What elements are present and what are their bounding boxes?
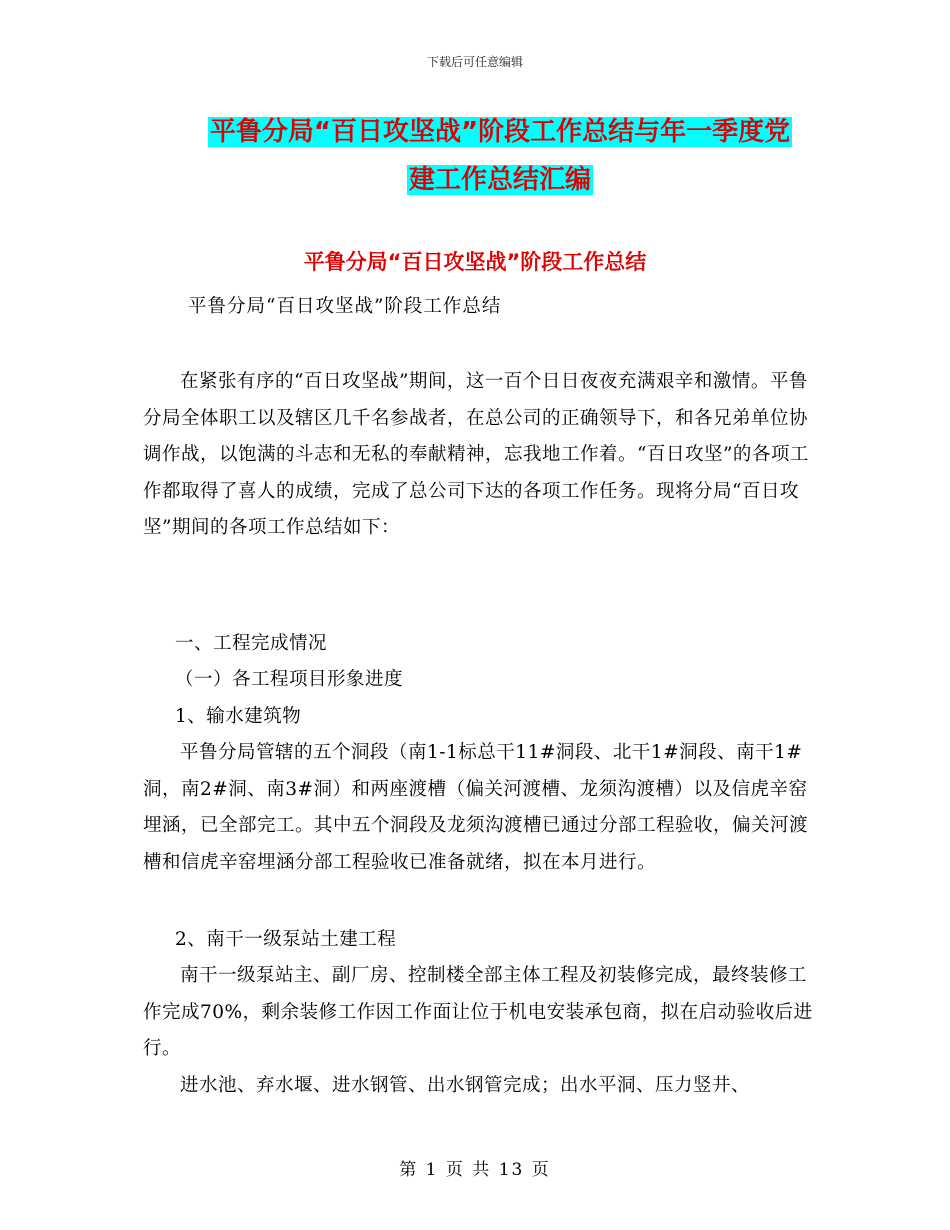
intro-paragraph: 在紧张有序的“百日攻坚战”期间，这一百个日日夜夜充满艰辛和激情。平鲁分局全体职工以及辖区几千名参战者，在总公司的正确领导下，和各兄弟单位协调作战，以饱满的斗志和无私的奉献精神，忘我地工作着。“百日攻坚”的各项工作都取得了喜人的成绩，完成了总公司下达的各项工作任务。现将分局“百日攻坚”期间的各项工作总结如下： — [143, 371, 809, 538]
title-line-2: 建工作总结汇编 — [408, 165, 591, 195]
title-line-1: 平鲁分局“百日攻坚战”阶段工作总结与年一季度党 — [209, 117, 791, 147]
section-heading: 平鲁分局“百日攻坚战”阶段工作总结 — [303, 250, 647, 274]
item-2-heading: 2、南干一级泵站土建工程 — [175, 929, 397, 950]
item-1-paragraph: 平鲁分局管辖的五个洞段（南1-1标总干11#洞段、北干1#洞段、南干1#洞，南2#洞、南3#洞）和两座渡槽（偏关河渡槽、龙须沟渡槽）以及信虎辛窑埋涵，已全部完工。其中五个洞段及龙须沟渡槽已通过分部工程验收，偏关河渡槽和信虎辛窑埋涵分部工程验收已准备就绪，拟在本月进行。 — [143, 742, 809, 873]
section-1-heading: 一、工程完成情况 — [175, 633, 328, 654]
item-2-paragraph: 南干一级泵站主、副厂房、控制楼全部主体工程及初装修完成，最终装修工作完成70%，剩余装修工作因工作面让位于机电安装承包商，拟在启动验收后进行。 — [143, 965, 813, 1059]
header-note: 下载后可任意编辑 — [426, 55, 523, 69]
page-footer: 第 1 页 共 13 页 — [399, 1160, 551, 1180]
repeat-title: 平鲁分局“百日攻坚战”阶段工作总结 — [188, 296, 502, 317]
document-title — [140, 108, 860, 204]
subsection-1-heading: （一）各工程项目形象进度 — [175, 669, 404, 690]
item-1-heading: 1、输水建筑物 — [175, 706, 302, 727]
item-2-paragraph-2: 进水池、弃水堰、进水钢管、出水钢管完成；出水平洞、压力竖井、 — [180, 1075, 751, 1096]
